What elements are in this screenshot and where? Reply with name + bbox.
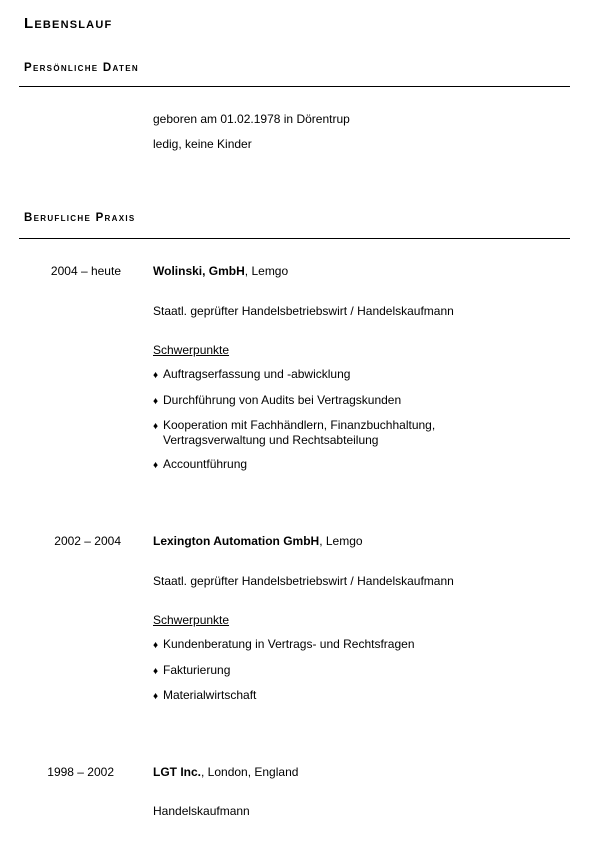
entry-role: Staatl. geprüfter Handelsbetriebswirt / Handelskaufmann [153, 574, 454, 588]
focus-item: ♦ Materialwirtschaft [153, 688, 257, 702]
diamond-bullet-icon: ♦ [153, 370, 159, 381]
company-name: Lexington Automation GmbH [153, 534, 320, 548]
focus-item: ♦ Durchführung von Audits bei Vertragskunden [153, 393, 402, 407]
section-divider [19, 238, 570, 239]
focus-heading: Schwerpunkte [153, 343, 230, 357]
entry-period: 2002 – 2004 [54, 534, 121, 548]
diamond-bullet-icon: ♦ [153, 691, 159, 702]
company-location: , Lemgo [244, 264, 289, 278]
focus-item-continuation: Vertragsverwaltung und Rechtsabteilung [163, 432, 379, 447]
company-name: Wolinski, GmbH [153, 264, 245, 278]
focus-item: ♦ Kundenberatung in Vertrags- und Rechtsfragen [153, 637, 415, 651]
section-heading-personal: Persönliche Daten [24, 62, 139, 74]
focus-item: ♦ Kooperation mit Fachhändlern, Finanzbuchhaltung, Vertragsverwaltung und Rechtsabteilung [153, 419, 483, 447]
focus-item: ♦ Accountführung [153, 457, 248, 471]
company-name: LGT Inc. [153, 765, 201, 779]
diamond-bullet-icon: ♦ [153, 460, 159, 471]
entry-company-line [153, 534, 363, 548]
entry-role: Staatl. geprüfter Handelsbetriebswirt / Handelskaufmann [153, 304, 454, 318]
entry-company-line [153, 765, 298, 779]
diamond-bullet-icon: ♦ [153, 396, 159, 407]
diamond-bullet-icon: ♦ [153, 640, 159, 651]
birth-info: geboren am 01.02.1978 in Dörentrup [153, 112, 350, 126]
focus-item: ♦ Auftragserfassung und -abwicklung [153, 367, 351, 381]
entry-company-line [153, 264, 288, 278]
entry-period: 2004 – heute [50, 264, 121, 278]
company-location: , Lemgo [319, 534, 363, 548]
diamond-bullet-icon: ♦ [153, 666, 159, 677]
family-status: ledig, keine Kinder [153, 137, 252, 151]
document-title: Lebenslauf [24, 15, 113, 32]
diamond-bullet-icon: ♦ [153, 421, 159, 432]
section-divider [19, 86, 570, 87]
company-location: , London, England [201, 765, 299, 779]
focus-item: ♦ Fakturierung [153, 663, 231, 677]
entry-role: Handelskaufmann [153, 804, 250, 818]
entry-period: 1998 – 2002 [47, 765, 114, 779]
section-heading-career: Berufliche Praxis [24, 212, 136, 224]
focus-heading: Schwerpunkte [153, 613, 230, 627]
